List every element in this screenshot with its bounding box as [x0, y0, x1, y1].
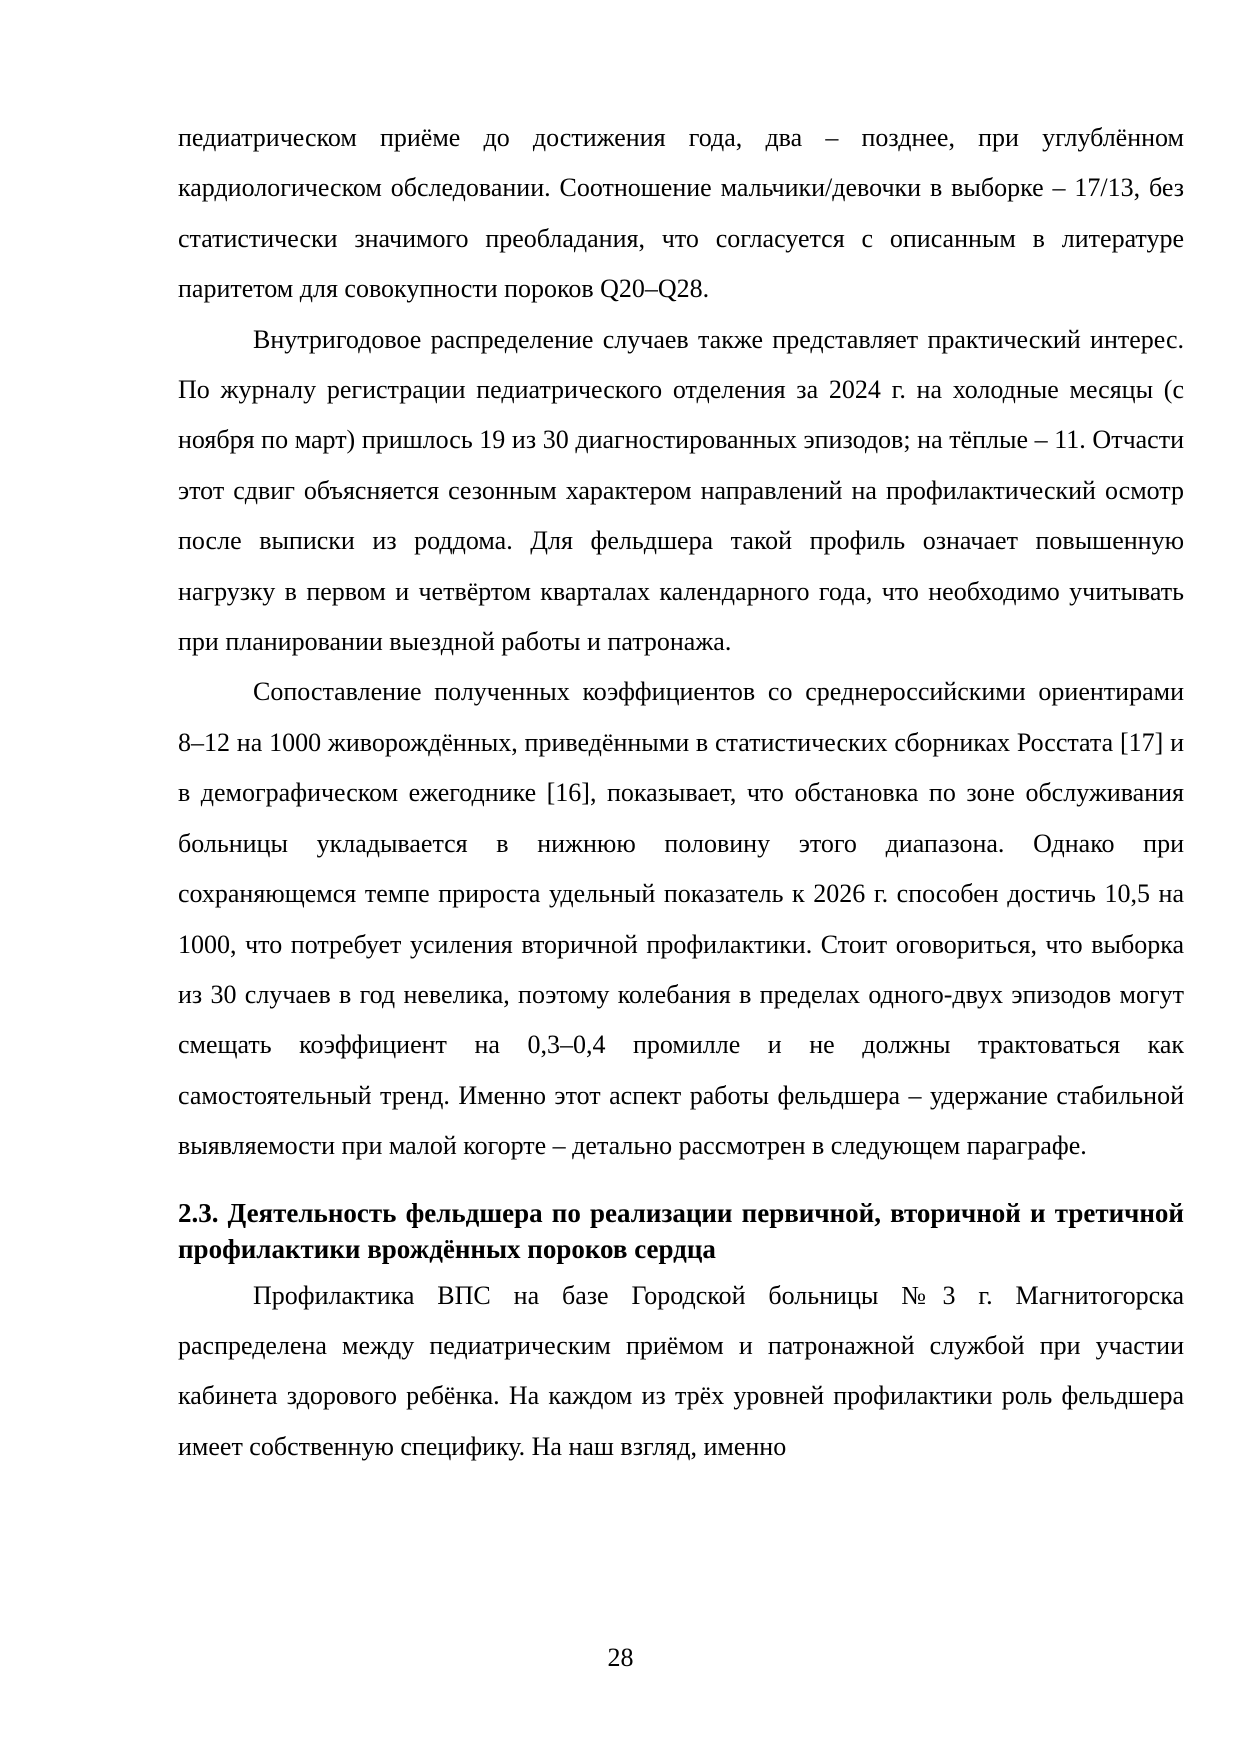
paragraph-comparison: Сопоставление полученных коэффициентов со среднероссийскими ориентирами 8–12 на 1000 живорождённых, приведёнными в статистических сборниках Росстата [17] и в демографическом ежегоднике [16], показывает, что обстановка по зоне обслуживания больницы укладывается в нижнюю половину этого диапазона. Однако при сохраняющемся темпе прироста удельный показатель к 2026 г. способен достичь 10,5 на 1000, что потребует усиления вторичной профилактики. Стоит оговориться, что выборка из 30 случаев в год невелика, поэтому колебания в пределах одного-двух эпизодов могут смещать коэффициент на 0,3–0,4 промилле и не должны трактоваться как самостоятельный тренд. Именно этот аспект работы фельдшера – удержание стабильной выявляемости при малой когорте – детально рассмотрен в следующем параграфе. — [178, 677, 1184, 1161]
paragraph-continued: педиатрическом приёме до достижения года, два – позднее, при углублённом кардиологическом обследовании. Соотношение мальчики/девочки в выборке – 17/13, без статистически значимого преобладания, что согласуется с описанным в литературе паритетом для совокупности пороков Q20–Q28. — [178, 123, 1184, 304]
paragraph-seasonal-distribution: Внутригодовое распределение случаев также представляет практический интерес. По журналу регистрации педиатрического отделения за 2024 г. на холодные месяцы (с ноября по март) пришлось 19 из 30 диагностированных эпизодов; на тёплые – 11. Отчасти этот сдвиг объясняется сезонным характером направлений на профилактический осмотр после выписки из роддома. Для фельдшера такой профиль означает повышенную нагрузку в первом и четвёртом кварталах календарного года, что необходимо учитывать при планировании выездной работы и патронажа. — [178, 324, 1184, 657]
page-body — [178, 113, 1184, 1472]
paragraph-section-intro: Профилактика ВПС на базе Городской больницы №3 г. Магнитогорска распределена между педиатрическим приёмом и патронажной службой при участии кабинета здорового ребёнка. На каждом из трёх уровней профилактики роль фельдшера имеет собственную специфику. На наш взгляд, именно — [178, 1280, 1184, 1461]
section-heading: 2.3. Деятельность фельдшера по реализации первичной, вторичной и третичной профилактики врождённых пороков сердца — [178, 1197, 1184, 1264]
page-number: 28 — [607, 1643, 634, 1672]
